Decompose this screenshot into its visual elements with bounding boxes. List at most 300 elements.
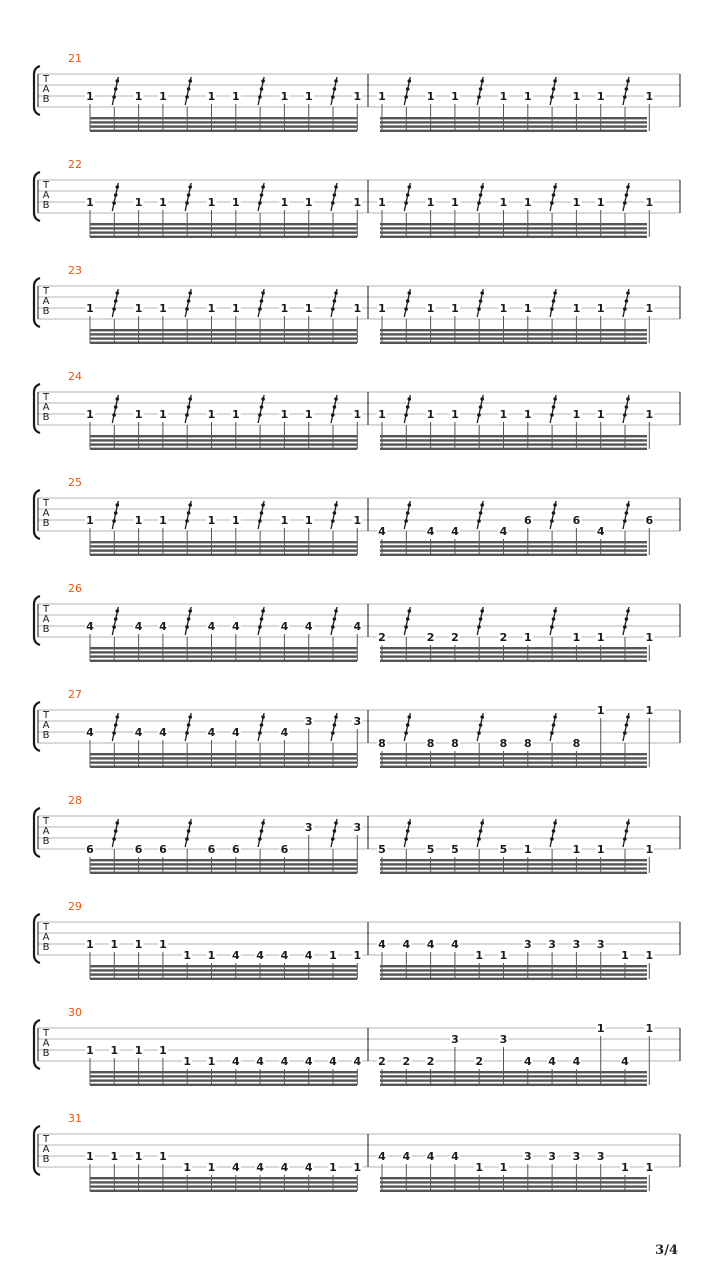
fret-number: 1	[110, 1150, 119, 1163]
system-bracket	[34, 1126, 40, 1175]
fret-number: 1	[159, 196, 167, 209]
beam	[90, 545, 357, 547]
beam	[90, 549, 357, 551]
system-bracket	[34, 1020, 40, 1069]
rest-dot	[185, 625, 189, 629]
rest-dot	[552, 511, 556, 515]
fret-number: 1	[523, 631, 532, 644]
rest-dot	[188, 821, 192, 825]
tab-clef-letter: B	[42, 518, 50, 529]
fret-number: 1	[645, 704, 654, 717]
rest-dot	[261, 291, 265, 295]
fret-number: 1	[159, 302, 167, 315]
rest-dot	[625, 193, 629, 197]
fret-number: 3	[596, 1150, 605, 1163]
rest-dot	[479, 829, 483, 833]
rest-dot	[260, 193, 264, 197]
rest-dot	[187, 829, 191, 833]
fret-number: 8	[523, 737, 532, 750]
fret-number: 1	[280, 302, 289, 315]
fret-number: 4	[523, 1055, 532, 1068]
rest-dot	[116, 397, 120, 401]
beam	[90, 435, 357, 437]
fret-number: 4	[134, 620, 143, 633]
beam	[380, 1181, 647, 1183]
rest-dot	[550, 307, 554, 311]
fret-number: 6	[572, 514, 581, 527]
fret-number: 2	[378, 1055, 386, 1068]
fret-number: 1	[86, 514, 94, 527]
beam	[380, 439, 647, 441]
fret-number: 3	[572, 938, 581, 951]
rest-dot	[404, 201, 408, 205]
rest-dot	[187, 87, 191, 91]
rest-dot	[477, 413, 481, 417]
fret-number: 1	[86, 90, 94, 103]
fret-number: 1	[231, 408, 240, 421]
beam	[90, 1181, 357, 1183]
fret-number: 1	[304, 196, 313, 209]
rest-dot	[334, 397, 338, 401]
fret-number: 6	[231, 843, 240, 856]
beam	[380, 1079, 647, 1081]
fret-number: 1	[280, 408, 289, 421]
measure-number: 24	[68, 370, 82, 383]
rest-dot	[626, 715, 630, 719]
rest-dot	[333, 193, 337, 197]
fret-number: 1	[499, 196, 508, 209]
tab-clef-letter: A	[42, 932, 50, 943]
tab-clef-letter: T	[42, 286, 50, 297]
tab-clef-letter: B	[42, 624, 50, 635]
fret-number: 4	[572, 1055, 581, 1068]
tab-clef-letter: T	[42, 1028, 50, 1039]
fret-number: 1	[645, 843, 654, 856]
rest-dot	[479, 299, 483, 303]
fret-number: 4	[280, 1055, 289, 1068]
rest-dot	[331, 413, 335, 417]
fret-number: 2	[475, 1055, 484, 1068]
rest-dot	[114, 829, 118, 833]
tab-clef-letter: A	[42, 508, 50, 519]
tab-clef-letter: T	[42, 1134, 50, 1145]
rest-dot	[550, 95, 554, 99]
fret-number: 4	[378, 525, 386, 538]
fret-number: 1	[207, 1161, 216, 1174]
rest-dot	[331, 731, 335, 735]
fret-number: 1	[353, 196, 362, 209]
measure-number: 31	[68, 1112, 82, 1125]
system-bracket	[34, 808, 40, 857]
measure-number: 25	[68, 476, 82, 489]
rest-dot	[188, 185, 192, 189]
rest-dot	[623, 625, 627, 629]
rest-dot	[188, 503, 192, 507]
tab-clef-letter: T	[42, 498, 50, 509]
tab-system	[34, 52, 680, 132]
beam	[380, 435, 647, 437]
rest-dot	[626, 397, 630, 401]
fret-number: 1	[134, 90, 143, 103]
tab-clef-letter: A	[42, 614, 50, 625]
fret-number: 5	[499, 843, 508, 856]
rest-dot	[623, 307, 627, 311]
fret-number: 1	[621, 1161, 629, 1174]
rest-dot	[258, 625, 262, 629]
rest-dot	[185, 95, 189, 99]
tab-clef-letter: B	[42, 836, 50, 847]
rest-dot	[625, 617, 629, 621]
tab-clef-letter: B	[42, 306, 50, 317]
tab-system	[34, 158, 680, 238]
fret-number: 6	[280, 843, 289, 856]
beam	[90, 757, 357, 759]
rest-dot	[114, 723, 118, 727]
fret-number: 1	[378, 196, 386, 209]
fret-number: 1	[426, 90, 435, 103]
fret-number: 4	[159, 726, 167, 739]
rest-dot	[258, 519, 262, 523]
rest-dot	[406, 829, 410, 833]
beam	[380, 969, 647, 971]
fret-number: 2	[402, 1055, 411, 1068]
beam	[380, 1071, 647, 1073]
tab-clef-letter: T	[42, 816, 50, 827]
fret-number: 1	[231, 302, 240, 315]
rest-dot	[406, 511, 410, 515]
fret-number: 1	[596, 408, 605, 421]
beam	[90, 1079, 357, 1081]
rest-dot	[116, 503, 120, 507]
fret-number: 1	[280, 514, 289, 527]
rest-dot	[334, 715, 338, 719]
fret-number: 4	[304, 620, 313, 633]
fret-number: 1	[523, 196, 532, 209]
fret-number: 1	[207, 196, 216, 209]
fret-number: 1	[231, 196, 240, 209]
beam	[90, 337, 357, 339]
rest-dot	[477, 95, 481, 99]
rest-dot	[260, 617, 264, 621]
fret-number: 1	[353, 514, 362, 527]
beam	[90, 766, 357, 768]
fret-number: 4	[304, 1161, 313, 1174]
measure-number: 28	[68, 794, 82, 807]
fret-number: 1	[378, 408, 386, 421]
rest-dot	[626, 609, 630, 613]
tab-clef-letter: A	[42, 84, 50, 95]
rest-dot	[116, 609, 120, 613]
fret-number: 1	[596, 1022, 605, 1035]
rest-dot	[406, 193, 410, 197]
measure-number: 30	[68, 1006, 82, 1019]
beam	[380, 337, 647, 339]
fret-number: 3	[596, 938, 605, 951]
beam	[90, 121, 357, 123]
fret-number: 1	[280, 90, 289, 103]
fret-number: 1	[110, 938, 119, 951]
rest-dot	[333, 405, 337, 409]
rest-dot	[334, 291, 338, 295]
fret-number: 2	[378, 631, 386, 644]
fret-number: 4	[280, 1161, 289, 1174]
rest-dot	[112, 519, 116, 523]
rest-dot	[261, 821, 265, 825]
rest-dot	[553, 715, 557, 719]
fret-number: 4	[426, 525, 435, 538]
tab-clef-letter: A	[42, 1144, 50, 1155]
fret-number: 1	[572, 90, 581, 103]
fret-number: 6	[86, 843, 94, 856]
rest-dot	[187, 193, 191, 197]
measure-number: 21	[68, 52, 82, 65]
rest-dot	[185, 307, 189, 311]
fret-number: 3	[304, 715, 313, 728]
rest-dot	[552, 617, 556, 621]
beam	[90, 1071, 357, 1073]
beam	[380, 1185, 647, 1187]
beam	[380, 121, 647, 123]
rest-dot	[188, 397, 192, 401]
beam	[380, 761, 647, 763]
beam	[380, 965, 647, 967]
fret-number: 1	[499, 1161, 508, 1174]
beam	[380, 757, 647, 759]
fret-number: 4	[426, 1150, 435, 1163]
rest-dot	[626, 79, 630, 83]
rest-dot	[408, 715, 412, 719]
measure-number: 22	[68, 158, 82, 171]
beam	[380, 227, 647, 229]
rest-dot	[112, 95, 116, 99]
rest-dot	[406, 405, 410, 409]
rest-dot	[623, 95, 627, 99]
fret-number: 1	[475, 949, 484, 962]
rest-dot	[479, 617, 483, 621]
rest-dot	[334, 609, 338, 613]
fret-number: 4	[304, 1055, 313, 1068]
fret-number: 4	[231, 620, 240, 633]
beam	[380, 333, 647, 335]
system-bracket	[34, 702, 40, 751]
fret-number: 1	[134, 302, 143, 315]
rest-dot	[553, 185, 557, 189]
fret-number: 1	[183, 1161, 192, 1174]
beam	[90, 333, 357, 335]
fret-number: 1	[596, 704, 605, 717]
fret-number: 1	[304, 514, 313, 527]
fret-number: 4	[548, 1055, 556, 1068]
tab-clef-letter: B	[42, 412, 50, 423]
rest-dot	[112, 201, 116, 205]
rest-dot	[552, 193, 556, 197]
fret-number: 1	[110, 1044, 119, 1057]
rest-dot	[477, 201, 481, 205]
fret-number: 1	[572, 196, 581, 209]
fret-number: 6	[645, 514, 654, 527]
beam	[380, 1084, 647, 1086]
system-bracket	[34, 490, 40, 539]
fret-number: 4	[256, 949, 264, 962]
rest-dot	[185, 519, 189, 523]
rest-dot	[116, 821, 120, 825]
rest-dot	[625, 511, 629, 515]
tab-clef-letter: A	[42, 402, 50, 413]
beam	[380, 978, 647, 980]
fret-number: 1	[86, 1150, 94, 1163]
rest-dot	[261, 79, 265, 83]
fret-number: 1	[426, 196, 435, 209]
fret-number: 3	[353, 821, 362, 834]
fret-number: 4	[499, 525, 508, 538]
fret-number: 3	[572, 1150, 581, 1163]
fret-number: 1	[353, 90, 362, 103]
fret-number: 1	[378, 90, 386, 103]
fret-number: 1	[159, 1044, 167, 1057]
beam	[90, 236, 357, 238]
beam	[90, 443, 357, 445]
fret-number: 1	[231, 514, 240, 527]
tab-clef-letter: B	[42, 730, 50, 741]
tab-clef-letter: T	[42, 392, 50, 403]
fret-number: 4	[378, 1150, 386, 1163]
fret-number: 4	[256, 1055, 264, 1068]
rest-dot	[331, 201, 335, 205]
fret-number: 1	[86, 302, 94, 315]
fret-number: 1	[304, 90, 313, 103]
fret-number: 1	[499, 90, 508, 103]
tab-clef-letter: A	[42, 720, 50, 731]
beam	[380, 554, 647, 556]
fret-number: 2	[426, 1055, 435, 1068]
fret-number: 1	[353, 949, 362, 962]
beam	[90, 130, 357, 132]
fret-number: 4	[426, 938, 435, 951]
rest-dot	[331, 307, 335, 311]
beam	[90, 448, 357, 450]
beam	[380, 660, 647, 662]
tab-clef-letter: A	[42, 1038, 50, 1049]
rest-dot	[188, 79, 192, 83]
fret-number: 4	[353, 1055, 362, 1068]
beam	[380, 647, 647, 649]
rest-dot	[185, 201, 189, 205]
fret-number: 2	[499, 631, 508, 644]
beam	[90, 863, 357, 865]
fret-number: 1	[645, 196, 654, 209]
fret-number: 6	[523, 514, 532, 527]
rest-dot	[406, 723, 410, 727]
fret-number: 1	[645, 631, 654, 644]
rest-dot	[260, 299, 264, 303]
fret-number: 4	[207, 726, 216, 739]
rest-dot	[480, 79, 484, 83]
rest-dot	[258, 201, 262, 205]
rest-dot	[112, 837, 116, 841]
beam	[380, 231, 647, 233]
fret-number: 1	[645, 408, 654, 421]
beam	[380, 545, 647, 547]
beam	[380, 1190, 647, 1192]
beam	[380, 867, 647, 869]
fret-number: 1	[353, 408, 362, 421]
rest-dot	[625, 87, 629, 91]
rest-dot	[479, 193, 483, 197]
beam	[90, 973, 357, 975]
beam	[90, 761, 357, 763]
fret-number: 1	[280, 196, 289, 209]
fret-number: 8	[426, 737, 435, 750]
tab-clef-letter: B	[42, 942, 50, 953]
rest-dot	[477, 625, 481, 629]
fret-number: 1	[353, 1161, 362, 1174]
rest-dot	[550, 837, 554, 841]
fret-number: 4	[304, 949, 313, 962]
beam	[380, 753, 647, 755]
rest-dot	[550, 731, 554, 735]
rest-dot	[112, 307, 116, 311]
rest-dot	[625, 299, 629, 303]
rest-dot	[553, 503, 557, 507]
fret-number: 1	[572, 843, 581, 856]
fret-number: 1	[86, 938, 94, 951]
rest-dot	[114, 87, 118, 91]
tab-clef-letter: T	[42, 180, 50, 191]
rest-dot	[479, 405, 483, 409]
fret-number: 1	[596, 843, 605, 856]
fret-number: 1	[426, 408, 435, 421]
rest-dot	[114, 405, 118, 409]
rest-dot	[185, 731, 189, 735]
rest-dot	[552, 87, 556, 91]
fret-number: 3	[548, 938, 556, 951]
fret-number: 4	[280, 620, 289, 633]
tab-clef-letter: B	[42, 1154, 50, 1165]
rest-dot	[406, 299, 410, 303]
rest-dot	[553, 397, 557, 401]
rest-dot	[334, 503, 338, 507]
fret-number: 6	[159, 843, 167, 856]
rest-dot	[406, 87, 410, 91]
tab-system	[34, 476, 680, 556]
rest-dot	[333, 511, 337, 515]
tab-system	[34, 900, 680, 980]
rest-dot	[116, 185, 120, 189]
beam	[90, 660, 357, 662]
rest-dot	[408, 609, 412, 613]
fret-number: 1	[523, 408, 532, 421]
rest-dot	[260, 405, 264, 409]
tab-system	[34, 1006, 680, 1086]
beam	[90, 651, 357, 653]
rest-dot	[479, 723, 483, 727]
rest-dot	[187, 299, 191, 303]
rest-dot	[404, 413, 408, 417]
rest-dot	[333, 617, 337, 621]
fret-number: 4	[596, 525, 605, 538]
rest-dot	[112, 731, 116, 735]
fret-number: 1	[572, 408, 581, 421]
beam	[380, 541, 647, 543]
fret-number: 1	[353, 302, 362, 315]
fret-number: 4	[451, 938, 459, 951]
fret-number: 5	[426, 843, 435, 856]
fret-number: 1	[134, 938, 143, 951]
beam	[380, 973, 647, 975]
fret-number: 4	[451, 1150, 459, 1163]
fret-number: 1	[207, 1055, 216, 1068]
beam	[90, 1190, 357, 1192]
